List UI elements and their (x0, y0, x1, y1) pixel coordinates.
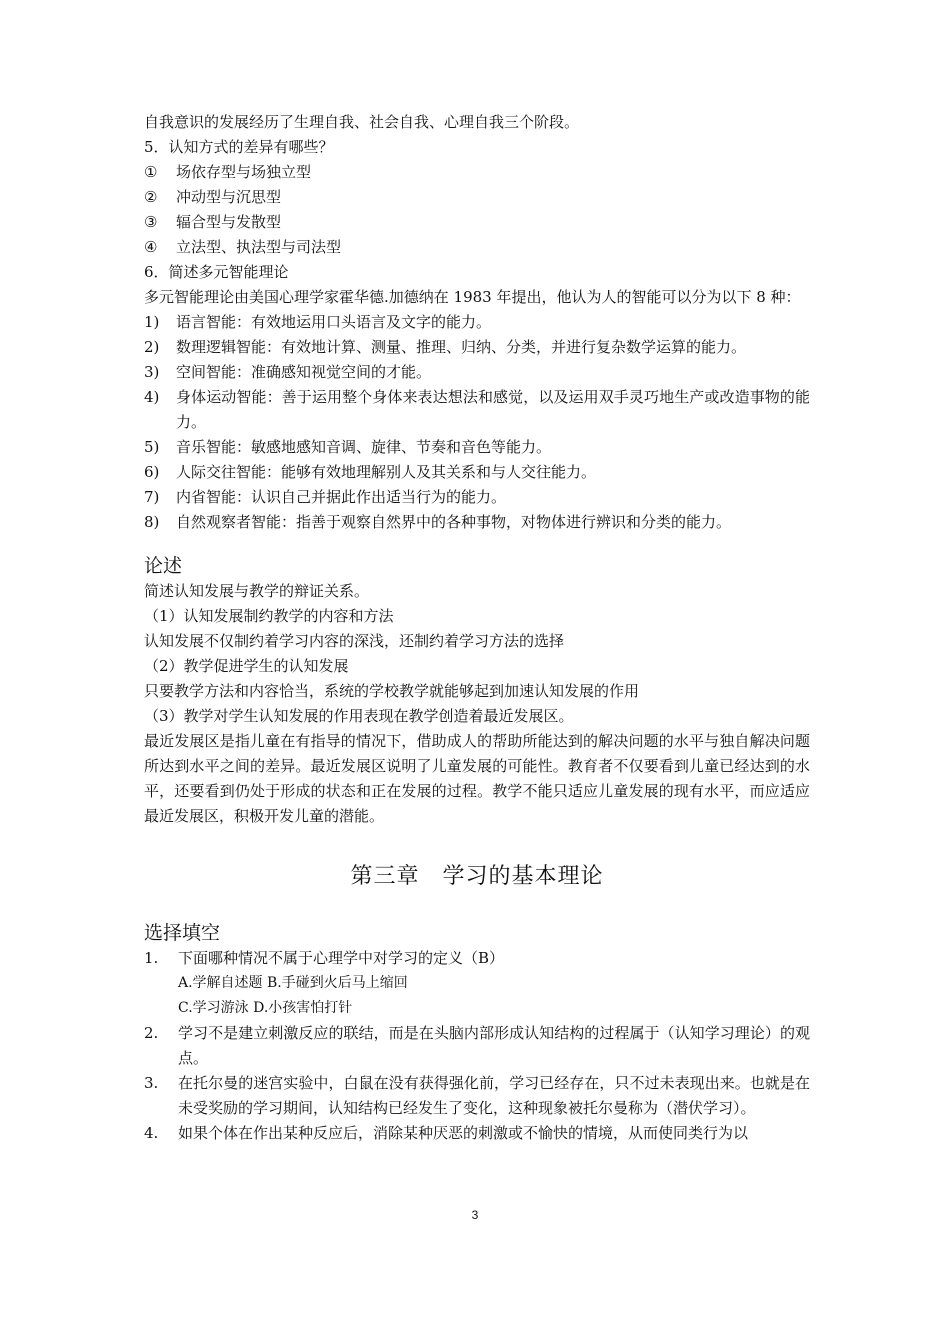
item-text: 辐合型与发散型 (176, 213, 282, 231)
question-item (144, 946, 810, 1021)
item-marker: 1) (144, 313, 160, 331)
item-marker: 2) (144, 338, 160, 356)
question-number: 4. (144, 1124, 159, 1142)
essay-point-3-title: （3）教学对学生认知发展的作用表现在教学创造着最近发展区。 (144, 707, 574, 725)
essay-point-2-text: 只要教学方法和内容恰当，系统的学校教学就能够起到加速认知发展的作用 (144, 682, 640, 700)
item-text: 空间智能：准确感知视觉空间的才能。 (176, 363, 432, 381)
essay-point-1-title: （1）认知发展制约教学的内容和方法 (144, 607, 394, 625)
item-text: 内省智能：认识自己并据此作出适当行为的能力。 (176, 488, 507, 506)
item-marker: 4) (144, 388, 160, 406)
question-text: 在托尔曼的迷宫实验中，白鼠在没有获得强化前，学习已经存在，只不过未表现出来。也就是在未受奖励的学习期间，认知结构已经发生了变化，这种现象被托尔曼称为（潜伏学习）。 (178, 1074, 810, 1117)
item-text: 冲动型与沉思型 (176, 188, 282, 206)
question-text: 下面哪种情况不属于心理学中对学习的定义（B） (178, 949, 505, 967)
item-marker: ② (144, 188, 158, 206)
spacer (144, 535, 810, 545)
question-text: 如果个体在作出某种反应后，消除某种厌恶的刺激或不愉快的情境，从而使同类行为以 (178, 1124, 749, 1142)
q5-item (144, 160, 810, 185)
essay-point-1-text: 认知发展不仅制约着学习内容的深浅，还制约着学习方法的选择 (144, 632, 565, 650)
intelligence-item (144, 360, 810, 385)
question-text: 学习不是建立刺激反应的联结，而是在头脑内部形成认知结构的过程属于（认知学习理论）的观点。 (178, 1024, 810, 1067)
question-item (144, 1071, 810, 1121)
answer-options: A.学解自述题 B.手碰到火后马上缩回 (178, 975, 408, 991)
intelligence-item (144, 435, 810, 460)
item-text: 自然观察者智能：指善于观察自然界中的各种事物，对物体进行辨识和分类的能力。 (176, 513, 732, 531)
q5-item (144, 235, 810, 260)
essay-point-2-title: （2）教学促进学生的认知发展 (144, 657, 349, 675)
question-5-title: 5．认知方式的差异有哪些？ (144, 138, 334, 156)
item-marker: 8) (144, 513, 160, 531)
intelligence-item (144, 385, 810, 435)
intelligence-item (144, 335, 810, 360)
essay-heading: 论述 (144, 555, 183, 577)
page-number: 3 (471, 1208, 479, 1222)
item-marker: 6) (144, 463, 160, 481)
intelligence-item (144, 460, 810, 485)
self-awareness-line: 自我意识的发展经历了生理自我、社会自我、心理自我三个阶段。 (144, 113, 580, 131)
question-6-title: 6．简述多元智能理论 (144, 263, 289, 281)
item-text: 立法型、执法型与司法型 (176, 238, 342, 256)
item-text: 身体运动智能：善于运用整个身体来表达想法和感觉，以及运用双手灵巧地生产或改造事物的能力。 (176, 388, 810, 431)
item-marker: ③ (144, 213, 158, 231)
intelligence-item (144, 310, 810, 335)
question-number: 2. (144, 1024, 159, 1042)
question-number: 1. (144, 949, 159, 967)
fill-in-heading: 选择填空 (144, 922, 221, 944)
item-text: 场依存型与场独立型 (176, 163, 312, 181)
item-marker: 5) (144, 438, 160, 456)
question-item (144, 1021, 810, 1071)
essay-point-3-text: 最近发展区是指儿童在有指导的情况下，借助成人的帮助所能达到的解决问题的水平与独自解决问题所达到水平之间的差异。最近发展区说明了儿童发展的可能性。教育者不仅要看到儿童已经达到的水平，还要看到仍处于形成的状态和正在发展的过程。教学不能只适应儿童发展的现有水平，而应适应最近发展区，积极开发儿童的潜能。 (144, 732, 810, 825)
question-number: 3. (144, 1074, 159, 1092)
page-content (144, 110, 810, 1146)
item-marker: 3) (144, 363, 160, 381)
item-text: 音乐智能：敏感地感知音调、旋律、节奏和音色等能力。 (176, 438, 552, 456)
item-text: 数理逻辑智能：有效地计算、测量、推理、归纳、分类，并进行复杂数学运算的能力。 (176, 338, 747, 356)
essay-question: 简述认知发展与教学的辩证关系。 (144, 582, 370, 600)
item-marker: ④ (144, 238, 158, 256)
question-item (144, 1121, 810, 1146)
item-text: 人际交往智能：能够有效地理解别人及其关系和与人交往能力。 (176, 463, 597, 481)
q5-item (144, 185, 810, 210)
question-6-intro: 多元智能理论由美国心理学家霍华德.加德纳在 1983 年提出，他认为人的智能可以分为以下 8 种： (144, 288, 801, 306)
item-text: 语言智能：有效地运用口头语言及文字的能力。 (176, 313, 492, 331)
question-body (178, 946, 810, 1021)
q5-item (144, 210, 810, 235)
item-marker: ① (144, 163, 158, 181)
intelligence-item (144, 485, 810, 510)
item-marker: 7) (144, 488, 160, 506)
answer-options: C.学习游泳 D.小孩害怕打针 (178, 1000, 353, 1016)
intelligence-item (144, 510, 810, 535)
chapter-title: 第三章 学习的基本理论 (350, 864, 604, 889)
